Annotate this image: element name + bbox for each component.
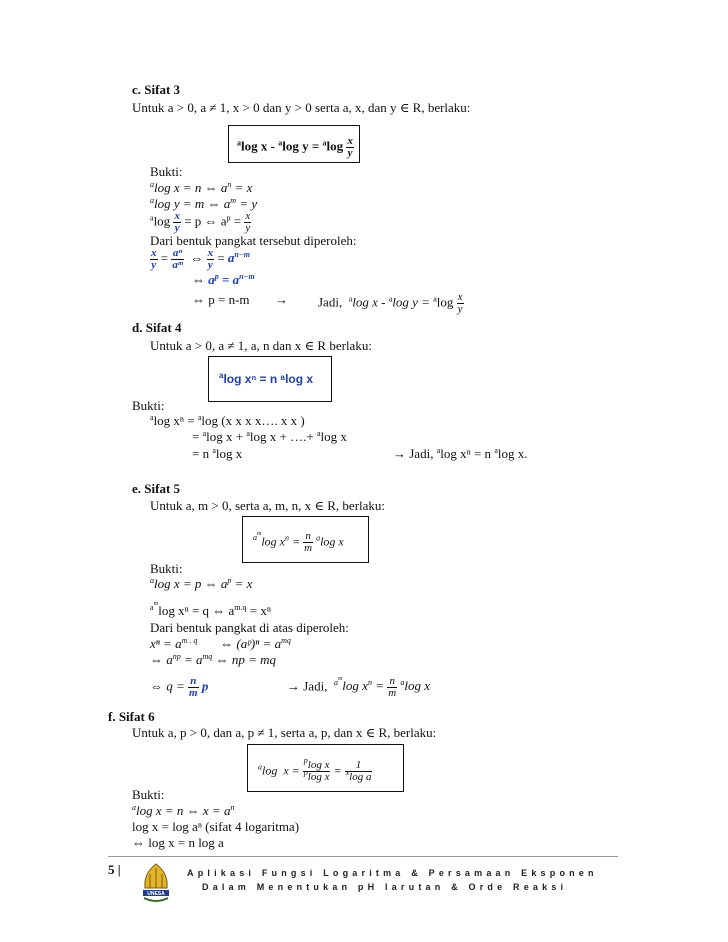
sifat-5-line-4: ⇔ $a^{np} = a^{mq}$ ⇔ np = mq <box>150 652 276 667</box>
sifat-3-jadi: Jadi, $^a$log x - $^a$log y = $^a$log $\frac{x}{y}$ <box>318 291 463 315</box>
sifat-5-jadi: → Jadi, $^{a^m}$log $x^n$ = $\frac{n}{m}$ $^a$log x <box>287 675 431 699</box>
sifat-3-derive-1: $\frac{x}{y}$ = $\frac{\text{aⁿ}}{\text{aᵐ}}$ ⇔ $\frac{x}{y}$ = $a^{n-m}$ <box>151 247 250 271</box>
sifat-5-formula: $^{a^m}$log $x^n$ = $\frac{n}{m}$ $^a$log x <box>253 530 344 554</box>
sifat-5-line-3: $x^n = a^{m . q}$ ⇔ (aᵖ)ⁿ = $a^{mq}$ <box>150 636 291 651</box>
sifat-5-condition: Untuk a, m > 0, serta a, m, n, x ∈ R, berlaku: <box>150 498 386 513</box>
unesa-logo-icon <box>138 860 174 906</box>
sifat-5-dari: Dari bentuk pangkat di atas diperoleh: <box>150 620 349 635</box>
sifat-3-dari: Dari bentuk pangkat tersebut diperoleh: <box>150 233 357 248</box>
heading-sifat-5: e. Sifat 5 <box>132 481 181 496</box>
sifat-6-formula: $^a$log x = $\frac{^p\log x}{^p\log x}$ = $\frac{1}{^x\log a}$ <box>258 756 372 783</box>
sifat-5-formula-box <box>242 516 369 563</box>
sifat-3-formula-box <box>228 125 360 163</box>
sifat-6-line-1: $^a$log x = n ⇔ $x = a^n$ <box>132 803 235 818</box>
sifat-4-formula: $^a$log xⁿ = n ᵃlog x <box>219 371 314 386</box>
sifat-4-line-2: = $^a$log x + $^a$log x + ….+ $^a$log x <box>192 429 347 444</box>
sifat-4-line-1: $^a$log xⁿ = $^a$log (x x x x…. x x ) <box>150 413 305 428</box>
sifat-3-condition: Untuk a > 0, a ≠ 1, x > 0 dan y > 0 serta a, x, dan y ∈ R, berlaku: <box>132 100 471 115</box>
sifat-4-formula-box <box>208 356 332 402</box>
heading-sifat-6: f. Sifat 6 <box>108 709 155 724</box>
sifat-5-line-5: ⇔ q = $\frac{n}{m}$ p <box>150 675 209 699</box>
sifat-4-line-3: = n $^a$log x <box>192 446 243 461</box>
sifat-5-bukti: Bukti: <box>150 561 183 576</box>
sifat-3-derive-3: ⇔ p = n-m <box>192 292 250 307</box>
svg-text:UNESA: UNESA <box>147 891 165 897</box>
footer-divider <box>108 856 618 857</box>
sifat-4-bukti: Bukti: <box>132 398 165 413</box>
page-number: 5 | <box>108 862 121 877</box>
sifat-6-condition: Untuk a, p > 0, dan a, p ≠ 1, serta a, p, dan x ∈ R, berlaku: <box>132 725 437 740</box>
sifat-3-line-2: $^a$log y = m ⇔ $a^m = y$ <box>150 196 258 211</box>
sifat-6-line-3: ⇔ log x = n log a <box>132 835 224 850</box>
sifat-4-jadi: → Jadi, $^a$log xⁿ = n $^a$log x. <box>393 446 528 461</box>
sifat-6-bukti: Bukti: <box>132 787 165 802</box>
sifat-3-derive-2: ⇔ $a^p = a^{n-m}$ <box>192 272 255 287</box>
footer-title-line-1: Aplikasi Fungsi Logaritma & Persamaan Eksponen <box>187 868 598 878</box>
sifat-3-bukti: Bukti: <box>150 164 183 179</box>
sifat-3-line-3: $^a$log $\frac{x}{y}$ = p ⇔ $a^p$ = $\frac{x}{y}$ <box>150 210 251 234</box>
arrow-icon: → <box>275 292 288 307</box>
sifat-3-formula: $^a$log x - $^a$log y = $^a$log $\frac{x}{y}$ <box>237 135 353 159</box>
sifat-4-condition: Untuk a > 0, a ≠ 1, a, n dan x ∈ R berlaku: <box>150 338 372 353</box>
sifat-5-line-2: $^{a^m}$log xⁿ = q ⇔ $a^{m.q} = x^n$ <box>150 601 271 618</box>
heading-sifat-3: c. Sifat 3 <box>132 82 181 97</box>
sifat-5-line-1: $^a$log x = p ⇔ $a^p = x$ <box>150 576 253 591</box>
sifat-6-line-2: log x = log aⁿ (sifat 4 logaritma) <box>132 819 300 834</box>
heading-sifat-4: d. Sifat 4 <box>132 320 182 335</box>
footer-title-line-2: Dalam Menentukan pH larutan & Orde Reaksi <box>202 882 568 892</box>
sifat-6-formula-box <box>247 744 404 792</box>
sifat-3-line-1: $^a$log x = n ⇔ $a^n = x$ <box>150 180 253 195</box>
